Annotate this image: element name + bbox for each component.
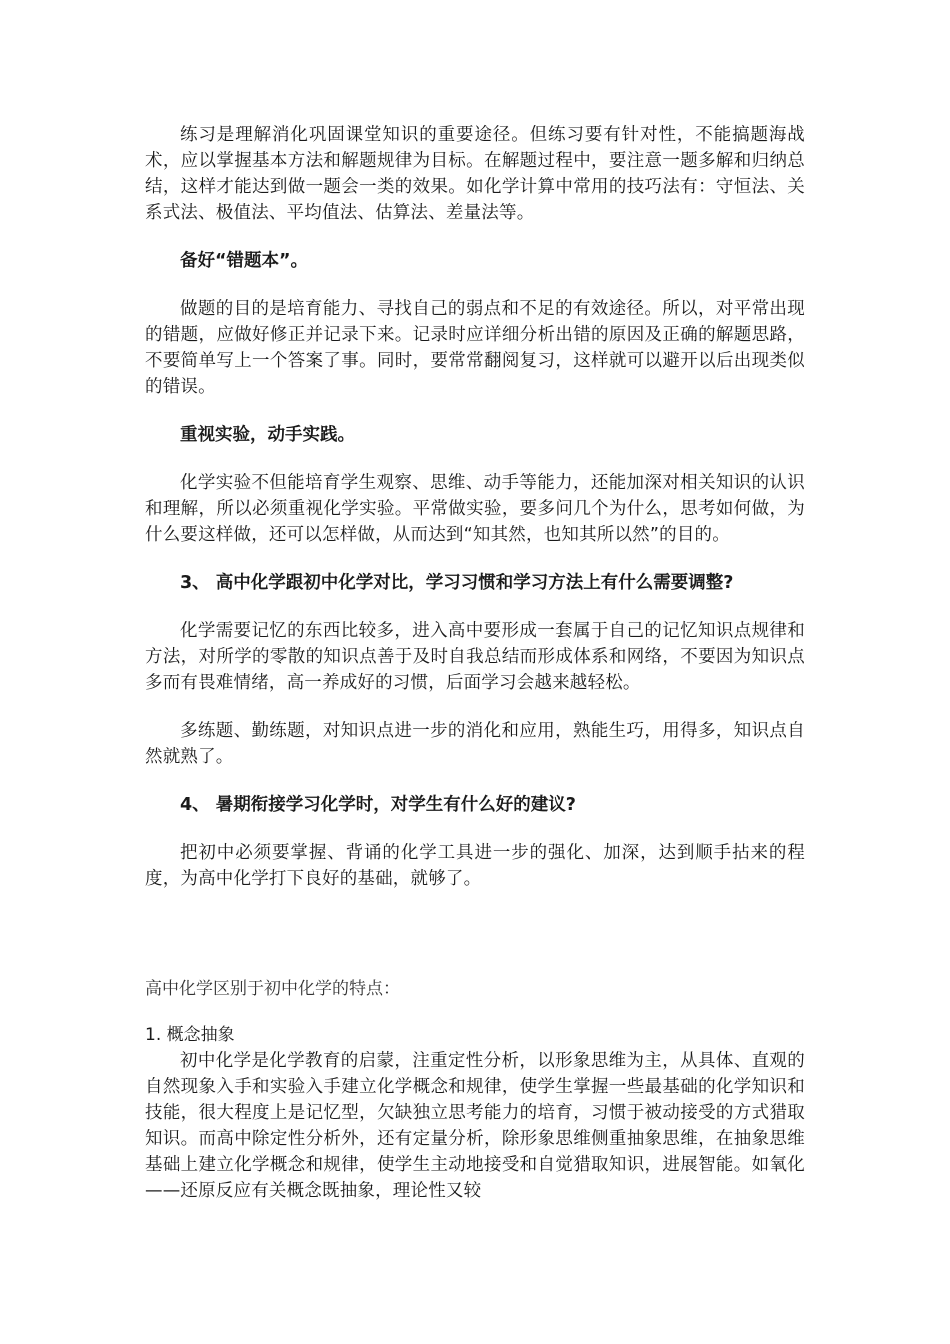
paragraph-practice: 练习是理解消化巩固课堂知识的重要途径。但练习要有针对性，不能搞题海战术，应以掌握基本方法和解题规律为目标。在解题过程中，要注意一题多解和归纳总结，这样才能达到做一题会一类的效果。如化学计算中常用的技巧法有：守恒法、关系式法、极值法、平均值法、估算法、差量法等。 [145, 125, 805, 223]
section-title: 高中化学区别于初中化学的特点： [145, 979, 400, 999]
paragraph-practice-more: 多练题、勤练题，对知识点进一步的消化和应用，熟能生巧，用得多，知识点自然就熟了。 [145, 721, 805, 767]
document-page [145, 122, 805, 1204]
paragraph-abstract-concepts: 初中化学是化学教育的启蒙，注重定性分析，以形象思维为主，从具体、直观的自然现象入手和实验入手建立化学概念和规律，使学生掌握一些最基础的化学知识和技能，很大程度上是记忆型，欠缺独立思考能力的培育，习惯于被动接受的方式猎取知识。而高中除定性分析外，还有定量分析，除形象思维侧重抽象思维，在抽象思维基础上建立化学概念和规律，使学生主动地接受和自觉猎取知识，进展智能。如氧化——还原反应有关概念既抽象，理论性又较 [145, 1051, 805, 1201]
paragraph-memory: 化学需要记忆的东西比较多，进入高中要形成一套属于自己的记忆知识点规律和方法，对所学的零散的知识点善于及时自我总结而形成体系和网络，不要因为知识点多而有畏难情绪，高一养成好的习惯，后面学习会越来越轻松。 [145, 621, 805, 693]
paragraph-summer-advice: 把初中必须要掌握、背诵的化学工具进一步的强化、加深，达到顺手拈来的程度，为高中化学打下良好的基础，就够了。 [145, 843, 805, 889]
heading-question-3: 3、 高中化学跟初中化学对比，学习习惯和学习方法上有什么需要调整? [180, 573, 734, 593]
paragraph-experiments: 化学实验不但能培育学生观察、思维、动手等能力，还能加深对相关知识的认识和理解，所以必须重视化学实验。平常做实验，要多问几个为什么，思考如何做，为什么要这样做，还可以怎样做，从而达到“知其然，也知其所以然”的目的。 [145, 473, 805, 545]
paragraph-error-notebook: 做题的目的是培育能力、寻找自己的弱点和不足的有效途径。所以，对平常出现的错题，应做好修正并记录下来。记录时应详细分析出错的原因及正确的解题思路，不要简单写上一个答案了事。同时，要常常翻阅复习，这样就可以避开以后出现类似的错误。 [145, 299, 805, 397]
subheading-abstract-concepts: 1. 概念抽象 [145, 1025, 235, 1045]
heading-experiments: 重视实验，动手实践。 [180, 425, 355, 445]
heading-error-notebook: 备好“错题本”。 [180, 251, 309, 271]
heading-question-4: 4、 暑期衔接学习化学时，对学生有什么好的建议? [180, 795, 576, 815]
